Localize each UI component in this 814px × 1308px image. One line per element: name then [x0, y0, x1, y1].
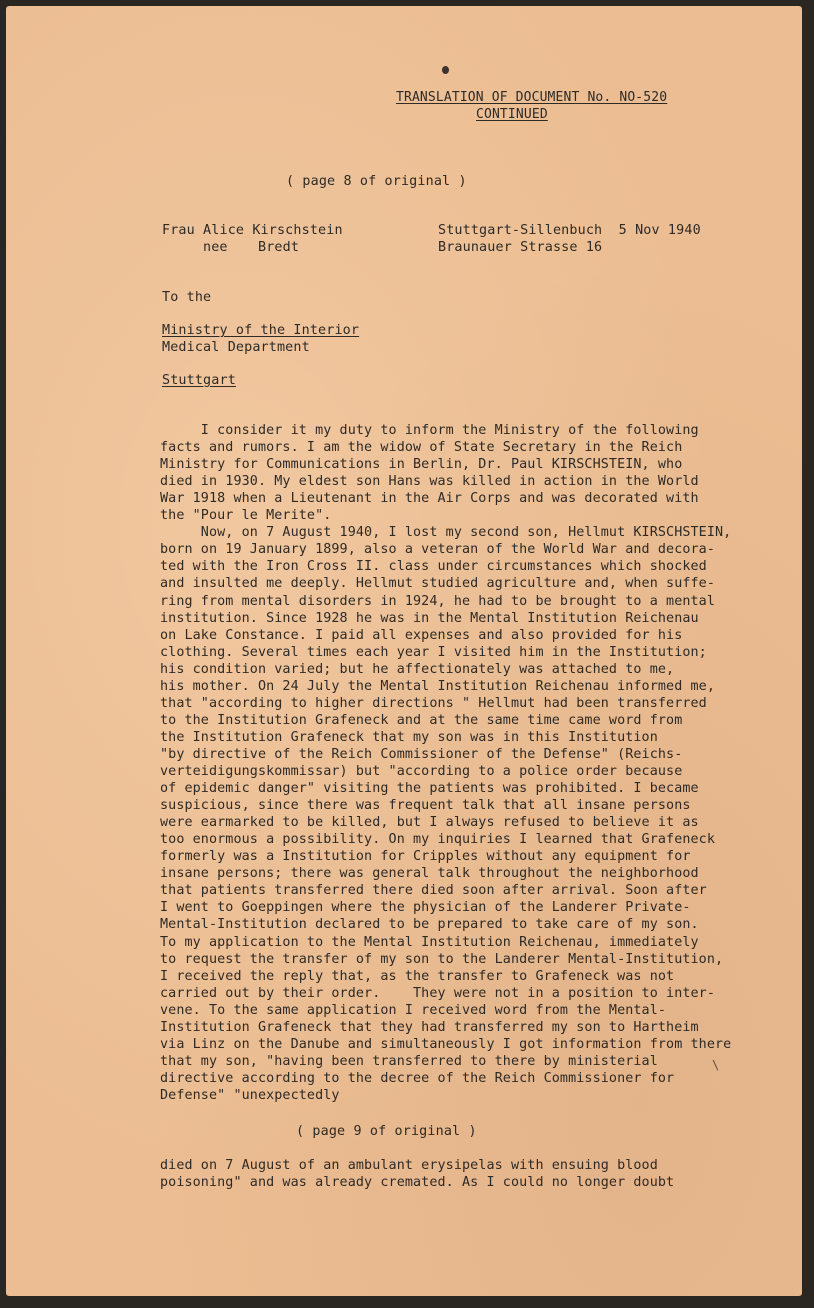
body-line: Defense" "unexpectedly	[160, 1087, 340, 1103]
body-line: his mother. On 24 July the Mental Institution Reichenau informed me,	[160, 678, 716, 694]
body-line: War 1918 when a Lieutenant in the Air Corps and was decorated with	[160, 491, 699, 507]
body-line: carried out by their order. They were not in a position to inter-	[160, 985, 716, 1001]
body-line: Institution Grafeneck that they had transferred my son to Hartheim	[160, 1019, 699, 1035]
page-marker-bottom: ( page 9 of original )	[296, 1124, 477, 1139]
recipient-ministry: Ministry of the Interior	[162, 323, 360, 338]
body-line: insane persons; there was general talk throughout the neighborhood	[160, 866, 699, 882]
body-line: via Linz on the Danube and simultaneously I got information from there	[160, 1036, 732, 1052]
body-line: died in 1930. My eldest son Hans was killed in action in the World	[160, 474, 699, 490]
sender-city-date: Stuttgart-Sillenbuch 5 Nov 1940	[438, 223, 701, 238]
document-title: TRANSLATION OF DOCUMENT No. NO-520	[396, 90, 668, 105]
body-line: of epidemic danger" visiting the patients was prohibited. I became	[160, 781, 699, 797]
body-line: to the Institution Grafeneck and at the same time came word from	[160, 712, 683, 728]
body-line: and insulted me deeply. Hellmut studied agriculture and, when suffe-	[160, 576, 716, 592]
body-line: were earmarked to be killed, but I always refused to believe it as	[160, 815, 699, 831]
salutation-to: To the	[162, 290, 212, 305]
body-line: suspicious, since there was frequent talk that all insane persons	[160, 798, 691, 814]
sender-maiden-name: Bredt	[258, 240, 300, 255]
punch-hole	[442, 66, 449, 74]
body-line: I went to Goeppingen where the physician of the Landerer Private-	[160, 900, 691, 916]
body-line: facts and rumors. I am the widow of State Secretary in the Reich	[160, 440, 683, 456]
body-line: directive according to the decree of the Reich Commissioner for	[160, 1070, 675, 1086]
body-line: his condition varied; but he affectionately was attached to me,	[160, 661, 675, 677]
continuation-line: died on 7 August of an ambulant erysipelas with ensuing blood	[160, 1158, 658, 1173]
body-line: I received the reply that, as the transfer to Grafeneck was not	[160, 968, 675, 984]
body-line: ring from mental disorders in 1924, he had to be brought to a mental	[160, 593, 716, 609]
body-line: the Institution Grafeneck that my son was in this Institution	[160, 729, 658, 745]
document-page	[6, 6, 802, 1296]
sender-nee: nee	[203, 240, 228, 255]
body-line: clothing. Several times each year I visited him in the Institution;	[160, 644, 707, 660]
sender-name: Frau Alice Kirschstein	[162, 223, 343, 238]
body-line: I consider it my duty to inform the Ministry of the following	[160, 423, 699, 438]
body-line: Ministry for Communications in Berlin, Dr. Paul KIRSCHSTEIN, who	[160, 457, 683, 473]
body-line: born on 19 January 1899, also a veteran of the World War and decora-	[160, 542, 716, 558]
body-line: on Lake Constance. I paid all expenses and also provided for his	[160, 627, 683, 643]
recipient-department: Medical Department	[162, 340, 310, 355]
body-line: Mental-Institution declared to be prepared to take care of my son.	[160, 917, 699, 933]
document-subtitle: CONTINUED	[476, 107, 548, 122]
body-line: To my application to the Mental Institution Reichenau, immediately	[160, 934, 699, 950]
body-line: the "Pour le Merite".	[160, 508, 332, 524]
body-line: that my son, "having been transferred to there by ministerial	[160, 1053, 658, 1069]
continuation-line: poisoning" and was already cremated. As I could no longer doubt	[160, 1175, 675, 1191]
body-line: verteidigungskommissar) but "according to a police order because	[160, 764, 683, 779]
body-line: "by directive of the Reich Commissioner of the Defense" (Reichs-	[160, 746, 683, 762]
sender-street: Braunauer Strasse 16	[438, 240, 603, 255]
body-line: vene. To the same application I received word from the Mental-	[160, 1002, 667, 1018]
body-line: that "according to higher directions " Hellmut had been transferred	[160, 695, 707, 711]
body-line: formerly was a Institution for Cripples without any equipment for	[160, 849, 691, 865]
body-line: Now, on 7 August 1940, I lost my second son, Hellmut KIRSCHSTEIN,	[160, 525, 732, 541]
body-line: institution. Since 1928 he was in the Mental Institution Reichenau	[160, 610, 699, 626]
page-marker-top: ( page 8 of original )	[286, 174, 467, 189]
body-line: to request the transfer of my son to the Landerer Mental-Institution,	[160, 951, 724, 967]
margin-mark: \	[712, 1058, 720, 1072]
body-line: too enormous a possibility. On my inquiries I learned that Grafeneck	[160, 832, 716, 848]
recipient-city: Stuttgart	[162, 373, 236, 388]
body-line: ted with the Iron Cross II. class under circumstances which shocked	[160, 559, 707, 575]
body-line: that patients transferred there died soon after arrival. Soon after	[160, 883, 707, 899]
